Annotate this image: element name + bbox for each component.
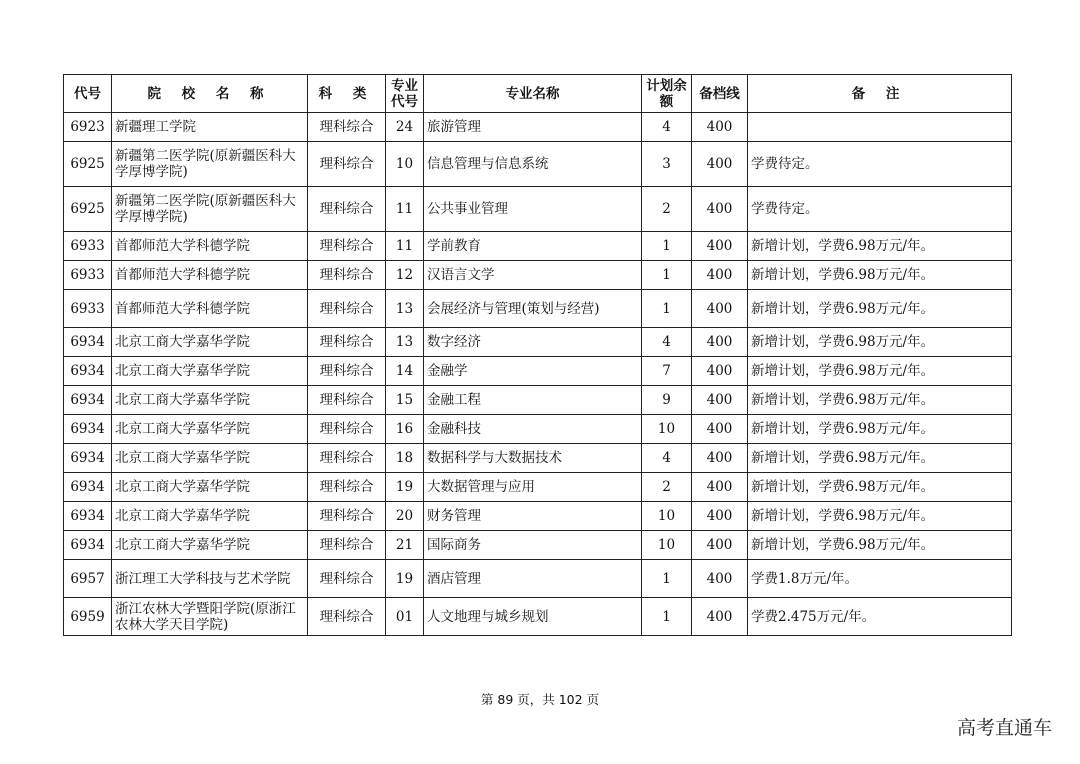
- cell-remaining: 1: [642, 290, 692, 328]
- cell-major-code: 13: [386, 290, 424, 328]
- table-row: [64, 560, 1012, 598]
- cell-score-line: 400: [692, 232, 748, 261]
- cell-remark: 新增计划，学费6.98万元/年。: [748, 386, 1012, 415]
- admission-table: [63, 74, 1012, 636]
- cell-school: 首都师范大学科德学院: [112, 261, 308, 290]
- cell-school: 新疆第二医学院(原新疆医科大学厚博学院): [112, 187, 308, 232]
- table-row: [64, 386, 1012, 415]
- table-row: [64, 444, 1012, 473]
- cell-category: 理科综合: [308, 357, 386, 386]
- cell-remaining: 7: [642, 357, 692, 386]
- cell-code: 6925: [64, 142, 112, 187]
- cell-school: 北京工商大学嘉华学院: [112, 444, 308, 473]
- cell-remaining: 10: [642, 502, 692, 531]
- cell-remark: 新增计划，学费6.98万元/年。: [748, 357, 1012, 386]
- table-row: [64, 531, 1012, 560]
- table-row: [64, 232, 1012, 261]
- cell-category: 理科综合: [308, 502, 386, 531]
- header-major-code: 专业代号: [386, 75, 424, 113]
- table-row: [64, 328, 1012, 357]
- cell-category: 理科综合: [308, 531, 386, 560]
- header-remaining: 计划余额: [642, 75, 692, 113]
- cell-remark: 新增计划，学费6.98万元/年。: [748, 290, 1012, 328]
- cell-remaining: 4: [642, 113, 692, 142]
- table-row: [64, 142, 1012, 187]
- cell-code: 6957: [64, 560, 112, 598]
- cell-school: 首都师范大学科德学院: [112, 232, 308, 261]
- header-major-name: 专业名称: [424, 75, 642, 113]
- cell-remark: 新增计划，学费6.98万元/年。: [748, 473, 1012, 502]
- cell-category: 理科综合: [308, 261, 386, 290]
- cell-category: 理科综合: [308, 598, 386, 636]
- header-score-line: 备档线: [692, 75, 748, 113]
- cell-remark: 学费2.475万元/年。: [748, 598, 1012, 636]
- cell-score-line: 400: [692, 531, 748, 560]
- cell-major-name: 会展经济与管理(策划与经营): [424, 290, 642, 328]
- cell-score-line: 400: [692, 142, 748, 187]
- cell-major-code: 11: [386, 187, 424, 232]
- cell-school: 北京工商大学嘉华学院: [112, 415, 308, 444]
- cell-school: 北京工商大学嘉华学院: [112, 386, 308, 415]
- cell-remaining: 9: [642, 386, 692, 415]
- cell-remark: 新增计划，学费6.98万元/年。: [748, 531, 1012, 560]
- cell-school: 新疆理工学院: [112, 113, 308, 142]
- cell-major-code: 20: [386, 502, 424, 531]
- cell-major-code: 21: [386, 531, 424, 560]
- cell-score-line: 400: [692, 290, 748, 328]
- cell-code: 6934: [64, 444, 112, 473]
- cell-major-name: 汉语言文学: [424, 261, 642, 290]
- table-header-row: [64, 75, 1012, 113]
- cell-major-code: 24: [386, 113, 424, 142]
- cell-category: 理科综合: [308, 290, 386, 328]
- table-row: [64, 290, 1012, 328]
- cell-major-name: 旅游管理: [424, 113, 642, 142]
- cell-major-code: 19: [386, 560, 424, 598]
- cell-code: 6934: [64, 357, 112, 386]
- table-row: [64, 473, 1012, 502]
- cell-score-line: 400: [692, 386, 748, 415]
- table-row: [64, 261, 1012, 290]
- cell-category: 理科综合: [308, 328, 386, 357]
- cell-code: 6959: [64, 598, 112, 636]
- cell-major-name: 国际商务: [424, 531, 642, 560]
- cell-major-name: 酒店管理: [424, 560, 642, 598]
- cell-remaining: 2: [642, 473, 692, 502]
- cell-major-code: 12: [386, 261, 424, 290]
- cell-code: 6934: [64, 328, 112, 357]
- cell-code: 6933: [64, 290, 112, 328]
- cell-remark: 新增计划，学费6.98万元/年。: [748, 444, 1012, 473]
- cell-major-name: 数字经济: [424, 328, 642, 357]
- cell-school: 北京工商大学嘉华学院: [112, 502, 308, 531]
- cell-code: 6933: [64, 232, 112, 261]
- header-code: 代号: [64, 75, 112, 113]
- cell-major-code: 01: [386, 598, 424, 636]
- cell-remaining: 4: [642, 328, 692, 357]
- cell-school: 北京工商大学嘉华学院: [112, 357, 308, 386]
- cell-score-line: 400: [692, 444, 748, 473]
- cell-remaining: 10: [642, 531, 692, 560]
- cell-remark: 新增计划，学费6.98万元/年。: [748, 328, 1012, 357]
- cell-score-line: 400: [692, 113, 748, 142]
- cell-score-line: 400: [692, 261, 748, 290]
- cell-category: 理科综合: [308, 187, 386, 232]
- cell-category: 理科综合: [308, 444, 386, 473]
- cell-school: 浙江理工大学科技与艺术学院: [112, 560, 308, 598]
- table-row: [64, 415, 1012, 444]
- cell-remark: 学费待定。: [748, 187, 1012, 232]
- cell-school: 首都师范大学科德学院: [112, 290, 308, 328]
- cell-major-code: 19: [386, 473, 424, 502]
- cell-category: 理科综合: [308, 560, 386, 598]
- cell-remark: 新增计划，学费6.98万元/年。: [748, 502, 1012, 531]
- cell-category: 理科综合: [308, 142, 386, 187]
- cell-remaining: 3: [642, 142, 692, 187]
- cell-score-line: 400: [692, 328, 748, 357]
- cell-major-code: 18: [386, 444, 424, 473]
- table-row: [64, 357, 1012, 386]
- cell-code: 6925: [64, 187, 112, 232]
- cell-school: 新疆第二医学院(原新疆医科大学厚博学院): [112, 142, 308, 187]
- cell-score-line: 400: [692, 473, 748, 502]
- header-category: 科 类: [308, 75, 386, 113]
- cell-score-line: 400: [692, 502, 748, 531]
- cell-major-name: 金融科技: [424, 415, 642, 444]
- table-row: [64, 502, 1012, 531]
- cell-major-code: 14: [386, 357, 424, 386]
- page-number: 第 89 页，共 102 页: [480, 692, 600, 707]
- cell-category: 理科综合: [308, 415, 386, 444]
- table-body: [64, 113, 1012, 636]
- cell-remaining: 1: [642, 560, 692, 598]
- cell-remaining: 10: [642, 415, 692, 444]
- cell-score-line: 400: [692, 187, 748, 232]
- cell-score-line: 400: [692, 357, 748, 386]
- cell-school: 浙江农林大学暨阳学院(原浙江农林大学天目学院): [112, 598, 308, 636]
- cell-score-line: 400: [692, 415, 748, 444]
- cell-school: 北京工商大学嘉华学院: [112, 473, 308, 502]
- cell-code: 6934: [64, 415, 112, 444]
- cell-category: 理科综合: [308, 113, 386, 142]
- cell-remark: 新增计划，学费6.98万元/年。: [748, 232, 1012, 261]
- cell-remark: 学费待定。: [748, 142, 1012, 187]
- brand-watermark-text: 高考直通车: [956, 717, 1052, 739]
- header-remark: 备 注: [748, 75, 1012, 113]
- cell-major-code: 10: [386, 142, 424, 187]
- cell-major-name: 公共事业管理: [424, 187, 642, 232]
- table-row: [64, 113, 1012, 142]
- cell-code: 6923: [64, 113, 112, 142]
- cell-category: 理科综合: [308, 473, 386, 502]
- cell-score-line: 400: [692, 560, 748, 598]
- cell-remaining: 1: [642, 232, 692, 261]
- cell-code: 6934: [64, 502, 112, 531]
- cell-code: 6934: [64, 473, 112, 502]
- cell-remaining: 4: [642, 444, 692, 473]
- cell-major-name: 学前教育: [424, 232, 642, 261]
- cell-major-name: 信息管理与信息系统: [424, 142, 642, 187]
- cell-major-name: 财务管理: [424, 502, 642, 531]
- cell-score-line: 400: [692, 598, 748, 636]
- cell-remaining: 2: [642, 187, 692, 232]
- cell-code: 6934: [64, 531, 112, 560]
- cell-major-name: 金融学: [424, 357, 642, 386]
- cell-code: 6934: [64, 386, 112, 415]
- cell-school: 北京工商大学嘉华学院: [112, 531, 308, 560]
- cell-category: 理科综合: [308, 386, 386, 415]
- cell-major-name: 大数据管理与应用: [424, 473, 642, 502]
- header-school: 院 校 名 称: [112, 75, 308, 113]
- table-row: [64, 187, 1012, 232]
- cell-remark: [748, 113, 1012, 142]
- cell-remaining: 1: [642, 598, 692, 636]
- cell-major-code: 16: [386, 415, 424, 444]
- cell-major-name: 金融工程: [424, 386, 642, 415]
- cell-major-name: 数据科学与大数据技术: [424, 444, 642, 473]
- cell-major-code: 15: [386, 386, 424, 415]
- cell-major-name: 人文地理与城乡规划: [424, 598, 642, 636]
- cell-remaining: 1: [642, 261, 692, 290]
- cell-remark: 新增计划，学费6.98万元/年。: [748, 261, 1012, 290]
- cell-major-code: 11: [386, 232, 424, 261]
- cell-remark: 新增计划，学费6.98万元/年。: [748, 415, 1012, 444]
- cell-code: 6933: [64, 261, 112, 290]
- cell-major-code: 13: [386, 328, 424, 357]
- table-row: [64, 598, 1012, 636]
- cell-remark: 学费1.8万元/年。: [748, 560, 1012, 598]
- cell-category: 理科综合: [308, 232, 386, 261]
- cell-school: 北京工商大学嘉华学院: [112, 328, 308, 357]
